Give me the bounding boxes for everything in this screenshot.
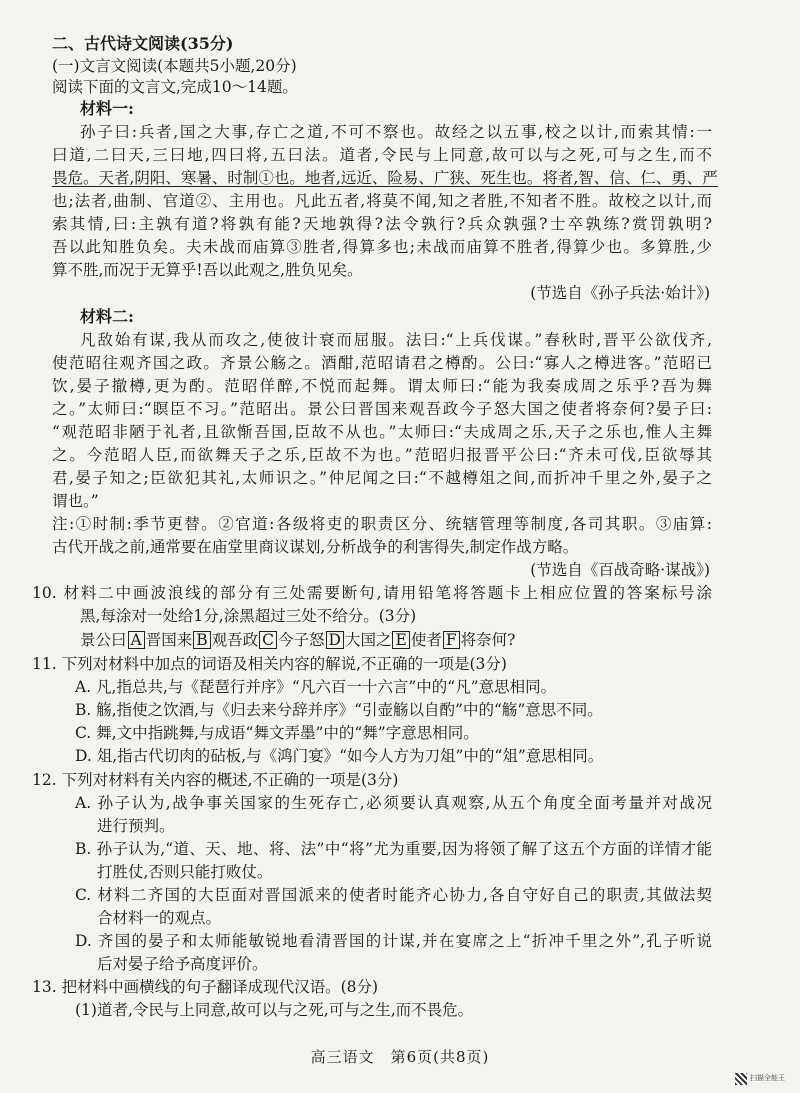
m1-line-1-text: 曰道,二曰天,三曰地,四曰将,五曰法。道者,令民与上同意,故可以与之死,可与之生,而不 [52, 146, 712, 164]
q10-label-a[interactable]: A [128, 631, 145, 649]
m1-line-5: 吾以此知胜负矣。夫未战而庙算③胜者,得算多也;未战而庙算不胜者,得算少也。多算胜,少 [52, 238, 712, 256]
m2-line-6: 君,晏子知之;臣欲犯其礼,太师识之。”仲尼闻之曰:“不越樽俎之间,而折冲千里之外,晏子之 [52, 469, 712, 487]
q10-label-d[interactable]: D [326, 631, 344, 649]
m2-line-1: 使范昭往观齐国之政。齐景公觞之。酒酣,范昭请君之樽酌。公曰:“寡人之樽进客。”范昭已 [52, 354, 712, 372]
q12-stem: 12. 下列对材料有关内容的概述,不正确的一项是(3分) [32, 771, 399, 789]
m1-line-1 [52, 145, 712, 165]
m2-line-4: “观范昭非陋于礼者,且欲惭吾国,臣故不从也。”太师曰:“夫成周之乐,天子之乐也,惟人主舞 [52, 423, 712, 441]
q11-option-c[interactable]: C. 舞,文中指跳舞,与成语“舞文弄墨”中的“舞”字意思相同。 [75, 724, 479, 742]
m1-source: (节选自《孙子兵法·始计》) [530, 284, 710, 302]
q10-seg-5: 使者 [410, 631, 442, 649]
m2-line-3: 之。”太师曰:“瞑臣不习。”范昭出。景公曰晋国来观吾政今子怒大国之使者将奈何?晏子曰: [52, 400, 712, 418]
q12-option-d-line-1[interactable]: 后对晏子给予高度评价。 [97, 955, 268, 973]
section-title: 二、古代诗文阅读(35分) [52, 34, 234, 53]
q12-option-b-line-0[interactable]: B. 孙子认为,“道、天、地、将、法”中“将”尤为重要,因为将领了解了这五个方面的详情才能 [75, 840, 712, 858]
material1-label: 材料一: [80, 99, 134, 118]
page-footer: 高三语文 第6页(共8页) [310, 1048, 490, 1066]
q10-stem-0: 10. 材料二中画波浪线的部分有三处需要断句,请用铅笔将答题卡上相应位置的答案标号涂 [32, 584, 712, 602]
material2-label: 材料二: [80, 307, 134, 326]
q12-option-b-line-1[interactable]: 打胜仗,否则只能打败仗。 [97, 863, 273, 881]
scanner-watermark: 扫描全能王 [750, 1074, 785, 1082]
q10-label-b[interactable]: B [193, 631, 210, 649]
q10-seg-1: 晋国来 [145, 631, 193, 649]
q12-option-a-line-0[interactable]: A. 孙子认为,战争事关国家的生死存亡,必须要认真观察,从五个角度全面考量并对战况 [75, 794, 712, 812]
q13-item-1: (1)道者,令民与上同意,故可以与之死,可与之生,而不畏危。 [75, 1001, 474, 1019]
q11-stem: 11. 下列对材料中加点的词语及相关内容的解说,不正确的一项是(3分) [32, 655, 507, 673]
note-line-0: 注:①时制:季节更替。②官道:各级将吏的职责区分、统辖管理等制度,各司其职。③庙算: [52, 515, 712, 533]
q12-option-a-line-1[interactable]: 进行预判。 [97, 817, 175, 835]
q10-seg-2: 观吾政 [211, 631, 259, 649]
q10-label-f[interactable]: F [443, 631, 460, 649]
m2-line-2: 饮,晏子撤樽,更为酌。范昭佯醉,不悦而起舞。谓太师曰:“能为我奏成周之乐乎?吾为舞 [52, 377, 712, 395]
q10-seg-0: 景公曰 [80, 631, 127, 649]
q12-option-c-line-0[interactable]: C. 材料二齐国的大臣面对晋国派来的使者时能齐心协力,各自守好自己的职责,其做法契 [75, 886, 712, 904]
m1-line-0: 孙子曰:兵者,国之大事,存亡之道,不可不察也。故经之以五事,校之以计,而索其情:一 [80, 123, 712, 141]
note-line-1: 古代开战之前,通常要在庙堂里商议谋划,分析战争的利害得失,制定作战方略。 [52, 538, 579, 556]
m1-line-4: 索其情,曰:主孰有道?将孰有能?天地孰得?法令孰行?兵众孰强?士卒孰练?赏罚孰明? [52, 215, 712, 233]
q13-stem: 13. 把材料中画横线的句子翻译成现代汉语。(8分) [32, 978, 379, 996]
q10-label-e[interactable]: E [392, 631, 409, 649]
q10-seg-6: 将奈何? [460, 631, 516, 649]
q10-stem-1: 黑,每涂对一处给1分,涂黑超过三处不给分。(3分) [80, 607, 417, 625]
q12-option-c-line-1[interactable]: 合材料一的观点。 [97, 909, 222, 927]
q10-segments [80, 630, 515, 650]
m2-line-7: 谓也。” [52, 492, 99, 510]
q11-option-a[interactable]: A. 凡,指总共,与《琵琶行并序》“凡六百一十六言”中的“凡”意思相同。 [75, 678, 557, 696]
m1-line-6: 算不胜,而况于无算乎!吾以此观之,胜负见矣。 [52, 261, 363, 279]
subsection-title: (一)文言文阅读(本题共5小题,20分) [52, 57, 297, 75]
m2-line-5: 之。今范昭人臣,而欲舞天子之乐,臣故不为也。”范昭归报晋平公曰:“齐未可伐,臣欲辱其 [52, 446, 712, 464]
m2-source: (节选自《百战奇略·谋战》) [530, 561, 710, 579]
q10-label-c[interactable]: C [259, 631, 277, 649]
instruction: 阅读下面的文言文,完成10～14题。 [52, 78, 298, 96]
q12-option-d-line-0[interactable]: D. 齐国的晏子和太师能敏锐地看清晋国的计谋,并在宴席之上“折冲千里之外”,孔子听说 [75, 932, 712, 950]
q10-seg-4: 大国之 [344, 631, 392, 649]
m1-line-3: 也;法者,曲制、官道②、主用也。凡此五者,将莫不闻,知之者胜,不知者不胜。故校之以计,而 [52, 192, 712, 210]
qr-code-icon [735, 1073, 747, 1085]
q10-seg-3: 今子怒 [278, 631, 325, 649]
m2-line-0: 凡敌始有谋,我从而攻之,使彼计衰而屈服。法曰:“上兵伐谋。”春秋时,晋平公欲伐齐, [80, 331, 712, 349]
m1-line-2: 畏危。天者,阴阳、寒暑、时制①也。地者,远近、险易、广狭、死生也。将者,智、信、仁、勇、严 [52, 169, 718, 187]
q11-option-d[interactable]: D. 俎,指古代切肉的砧板,与《鸿门宴》“如今人方为刀俎”中的“俎”意思相同。 [75, 747, 604, 765]
q11-option-b[interactable]: B. 觞,指使之饮酒,与《归去来兮辞并序》“引壶觞以自酌”中的“觞”意思不同。 [75, 701, 603, 719]
